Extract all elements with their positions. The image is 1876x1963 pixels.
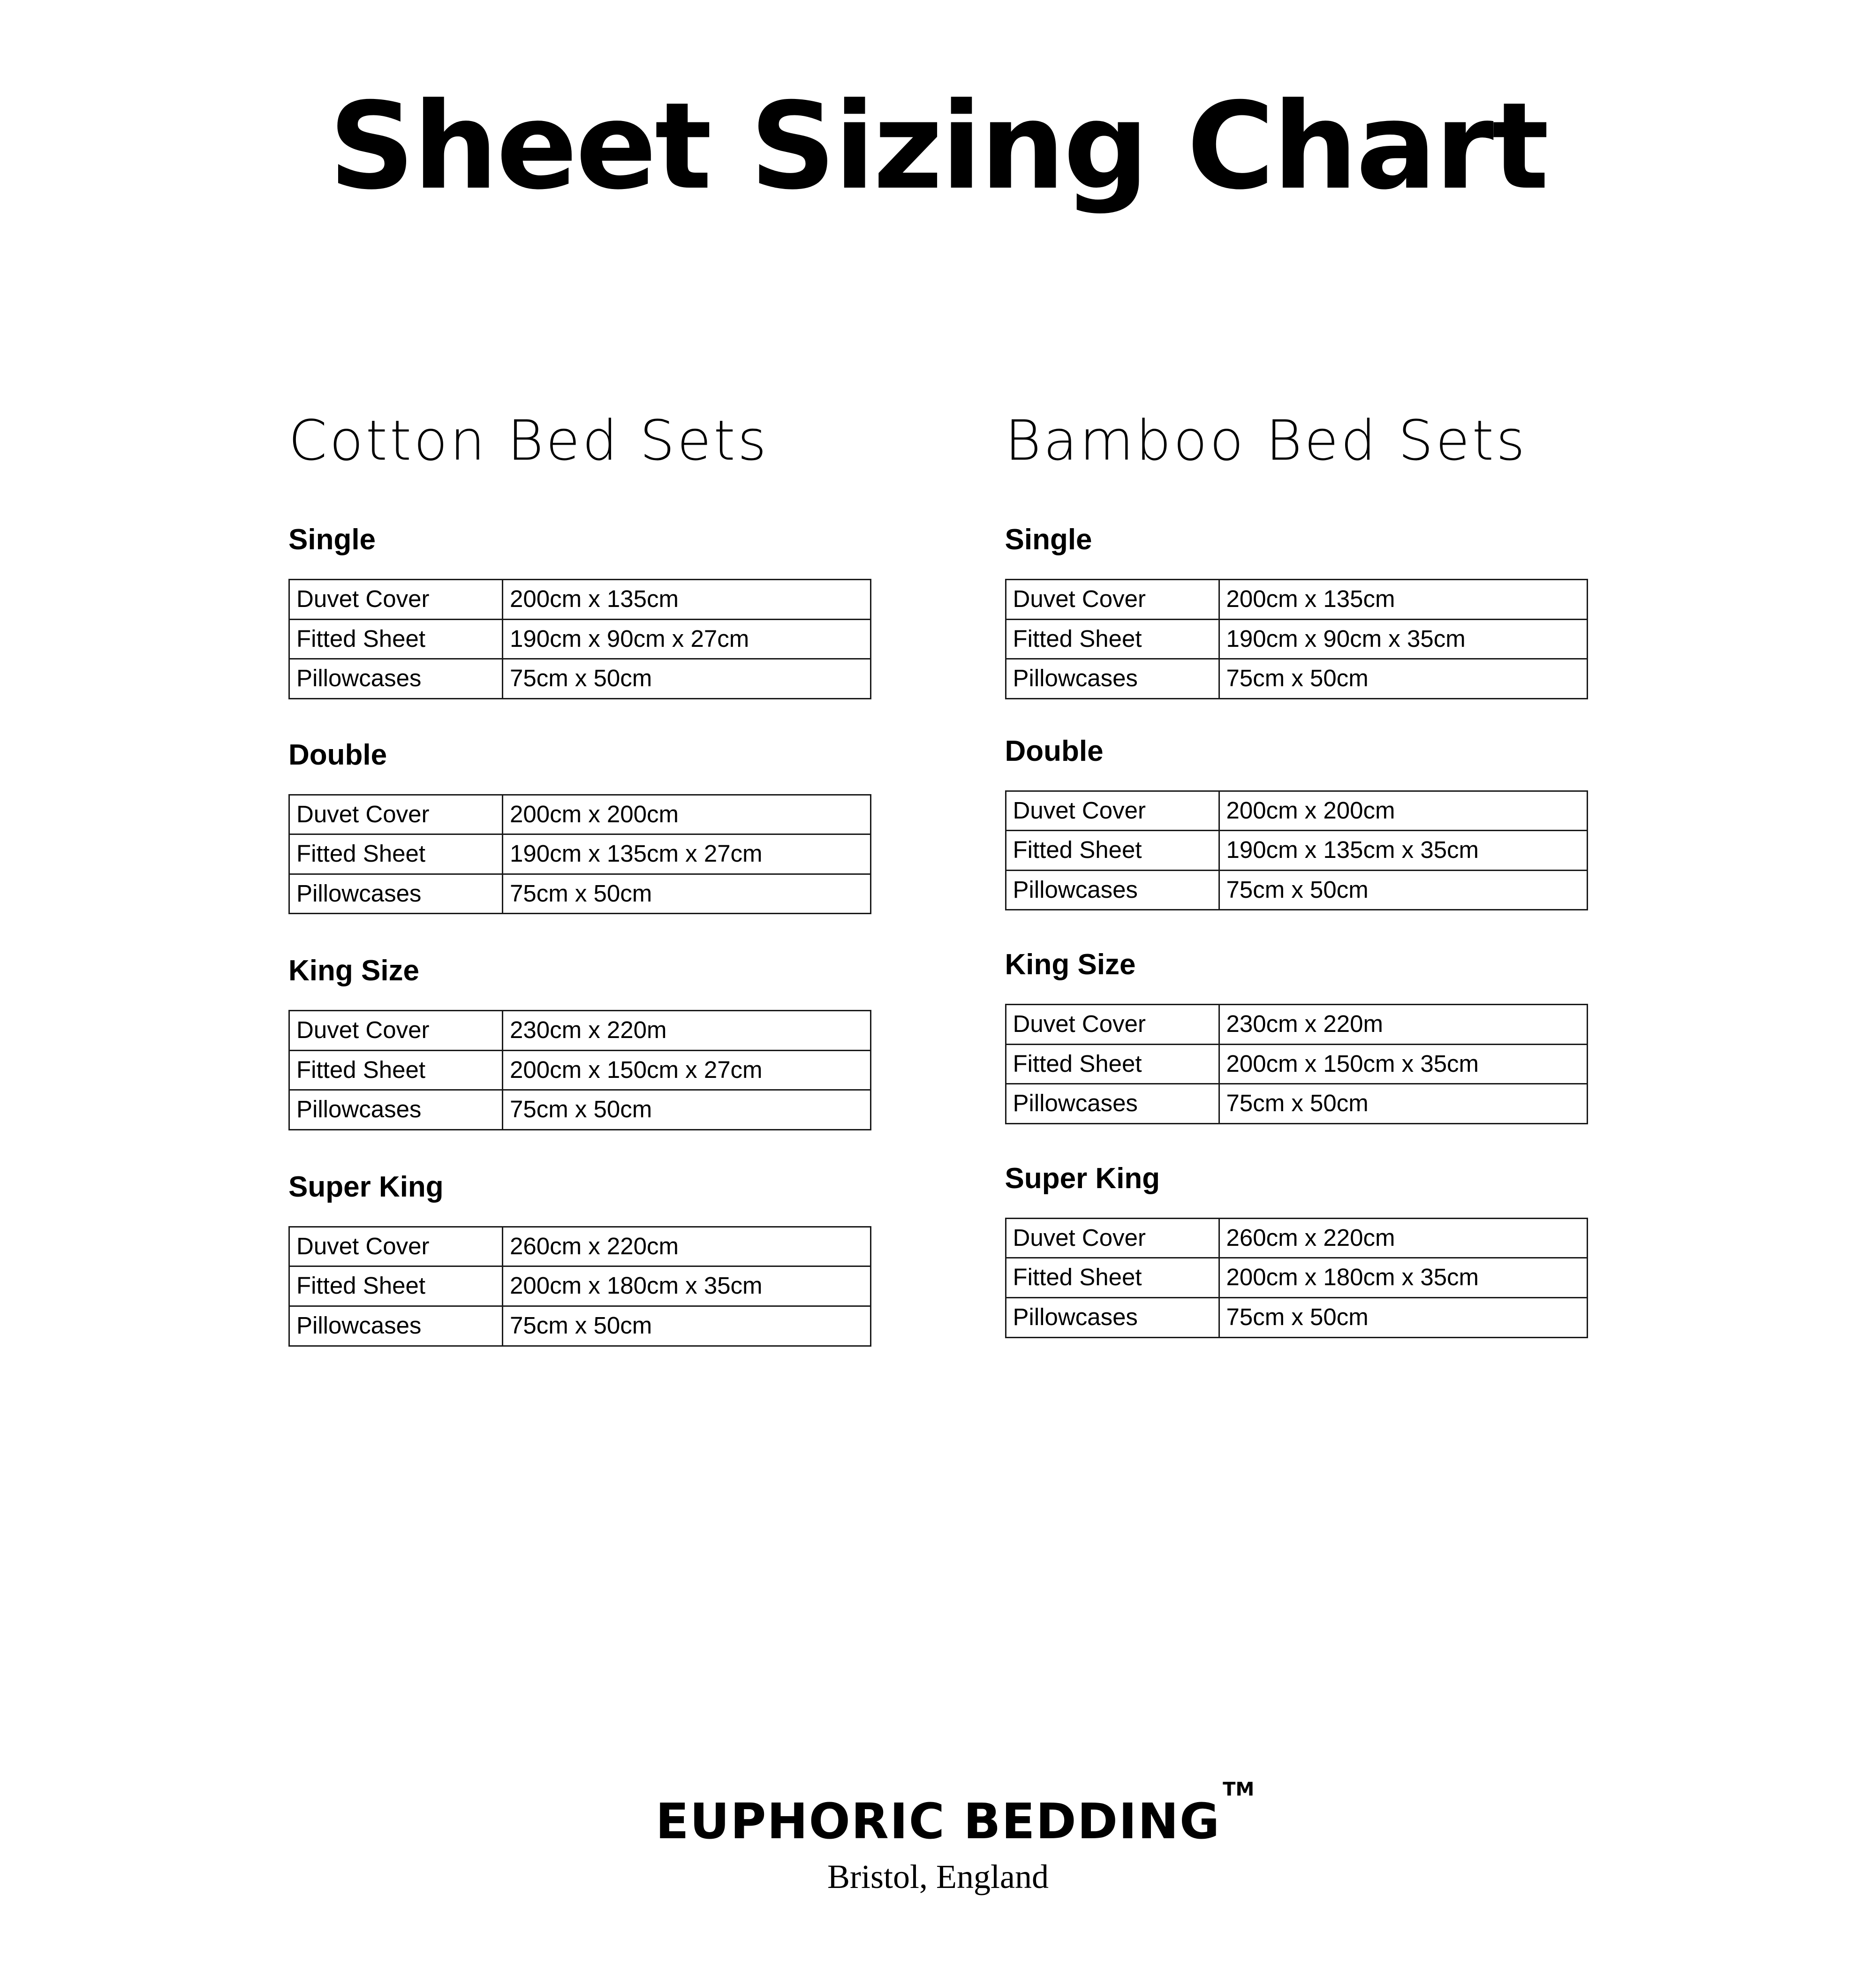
row-label: Pillowcases [1006,870,1219,910]
row-value: 75cm x 50cm [503,1090,871,1130]
row-label: Fitted Sheet [1006,1258,1219,1298]
table-row [1006,1258,1587,1298]
footer [0,1779,1876,1895]
section-title: Double [1005,735,1104,767]
row-value: 75cm x 50cm [1219,659,1587,699]
size-table [288,1010,871,1130]
row-value: 200cm x 135cm [1219,580,1587,620]
row-value: 230cm x 220m [503,1011,871,1051]
row-value: 190cm x 135cm x 35cm [1219,831,1587,871]
section-bamboo-single [1005,525,1722,699]
row-label: Pillowcases [289,1090,503,1130]
row-label: Fitted Sheet [289,1266,503,1306]
table-row [289,1050,871,1090]
table-row [289,1266,871,1306]
table-row [289,874,871,914]
table-row [289,619,871,659]
table-row [1006,1218,1587,1258]
row-label: Duvet Cover [1006,1005,1219,1045]
row-value: 200cm x 200cm [503,795,871,834]
size-table [288,579,871,699]
row-value: 190cm x 90cm x 27cm [503,619,871,659]
section-bamboo-double [1005,737,1722,911]
row-label: Duvet Cover [1006,1218,1219,1258]
row-value: 200cm x 150cm x 35cm [1219,1044,1587,1084]
row-label: Pillowcases [289,874,503,914]
row-label: Duvet Cover [1006,791,1219,831]
column-heading-bamboo: Bamboo Bed Sets [1005,408,1528,473]
section-title: Double [288,738,387,771]
size-table [1005,1218,1588,1338]
row-label: Duvet Cover [289,580,503,620]
brand-logo [655,1779,1255,1850]
table-row [1006,1298,1587,1338]
page-title: Sheet Sizing Chart [329,77,1547,216]
sizing-chart-page [0,77,1876,1963]
row-label: Pillowcases [1006,1084,1219,1124]
chart-columns [0,408,1876,1347]
column-bamboo-bed-sets [1005,408,1722,1347]
row-label: Fitted Sheet [289,619,503,659]
row-label: Duvet Cover [289,1227,503,1266]
table-row [1006,831,1587,871]
row-value: 75cm x 50cm [1219,1298,1587,1338]
section-bamboo-king-size [1005,950,1722,1124]
row-label: Pillowcases [1006,1298,1219,1338]
table-row [1006,791,1587,831]
size-table [288,1226,871,1347]
table-row [1006,619,1587,659]
trademark-mark: TM [1223,1779,1255,1800]
section-title: Single [1005,523,1092,556]
section-title: Super King [1005,1162,1160,1195]
row-value: 190cm x 90cm x 35cm [1219,619,1587,659]
column-cotton-bed-sets [288,408,1005,1347]
row-label: Duvet Cover [289,1011,503,1051]
row-label: Pillowcases [1006,659,1219,699]
brand-location: Bristol, England [827,1858,1049,1895]
row-label: Fitted Sheet [289,834,503,874]
row-value: 260cm x 220cm [1219,1218,1587,1258]
row-label: Pillowcases [289,1306,503,1346]
size-table [1005,1004,1588,1124]
table-row [289,659,871,699]
size-table [1005,579,1588,699]
table-row [1006,580,1587,620]
section-bamboo-super-king [1005,1164,1722,1338]
row-value: 230cm x 220m [1219,1005,1587,1045]
row-value: 75cm x 50cm [503,659,871,699]
table-row [289,1011,871,1051]
table-row [1006,870,1587,910]
table-row [289,1306,871,1346]
table-row [1006,659,1587,699]
table-row [1006,1044,1587,1084]
row-value: 75cm x 50cm [503,874,871,914]
section-cotton-single [288,525,1005,699]
row-label: Fitted Sheet [289,1050,503,1090]
section-title: Super King [288,1170,444,1203]
column-heading-cotton: Cotton Bed Sets [288,408,769,473]
brand-name: EUPHORIC BEDDING [655,1793,1221,1850]
size-table [1005,790,1588,911]
row-value: 200cm x 150cm x 27cm [503,1050,871,1090]
row-label: Fitted Sheet [1006,831,1219,871]
section-title: King Size [1005,948,1136,981]
row-value: 200cm x 180cm x 35cm [503,1266,871,1306]
row-value: 75cm x 50cm [503,1306,871,1346]
table-row [289,580,871,620]
row-label: Fitted Sheet [1006,619,1219,659]
section-cotton-super-king [288,1170,1005,1347]
row-label: Fitted Sheet [1006,1044,1219,1084]
table-row [1006,1084,1587,1124]
row-value: 200cm x 200cm [1219,791,1587,831]
row-value: 75cm x 50cm [1219,870,1587,910]
row-value: 75cm x 50cm [1219,1084,1587,1124]
section-cotton-double [288,738,1005,915]
table-row [289,795,871,834]
section-cotton-king-size [288,956,1005,1130]
section-title: Single [288,523,376,556]
row-value: 200cm x 135cm [503,580,871,620]
row-value: 200cm x 180cm x 35cm [1219,1258,1587,1298]
table-row [1006,1005,1587,1045]
table-row [289,1090,871,1130]
row-label: Pillowcases [289,659,503,699]
size-table [288,794,871,915]
row-label: Duvet Cover [1006,580,1219,620]
table-row [289,1227,871,1266]
table-row [289,834,871,874]
row-value: 190cm x 135cm x 27cm [503,834,871,874]
row-value: 260cm x 220cm [503,1227,871,1266]
row-label: Duvet Cover [289,795,503,834]
section-title: King Size [288,955,420,987]
